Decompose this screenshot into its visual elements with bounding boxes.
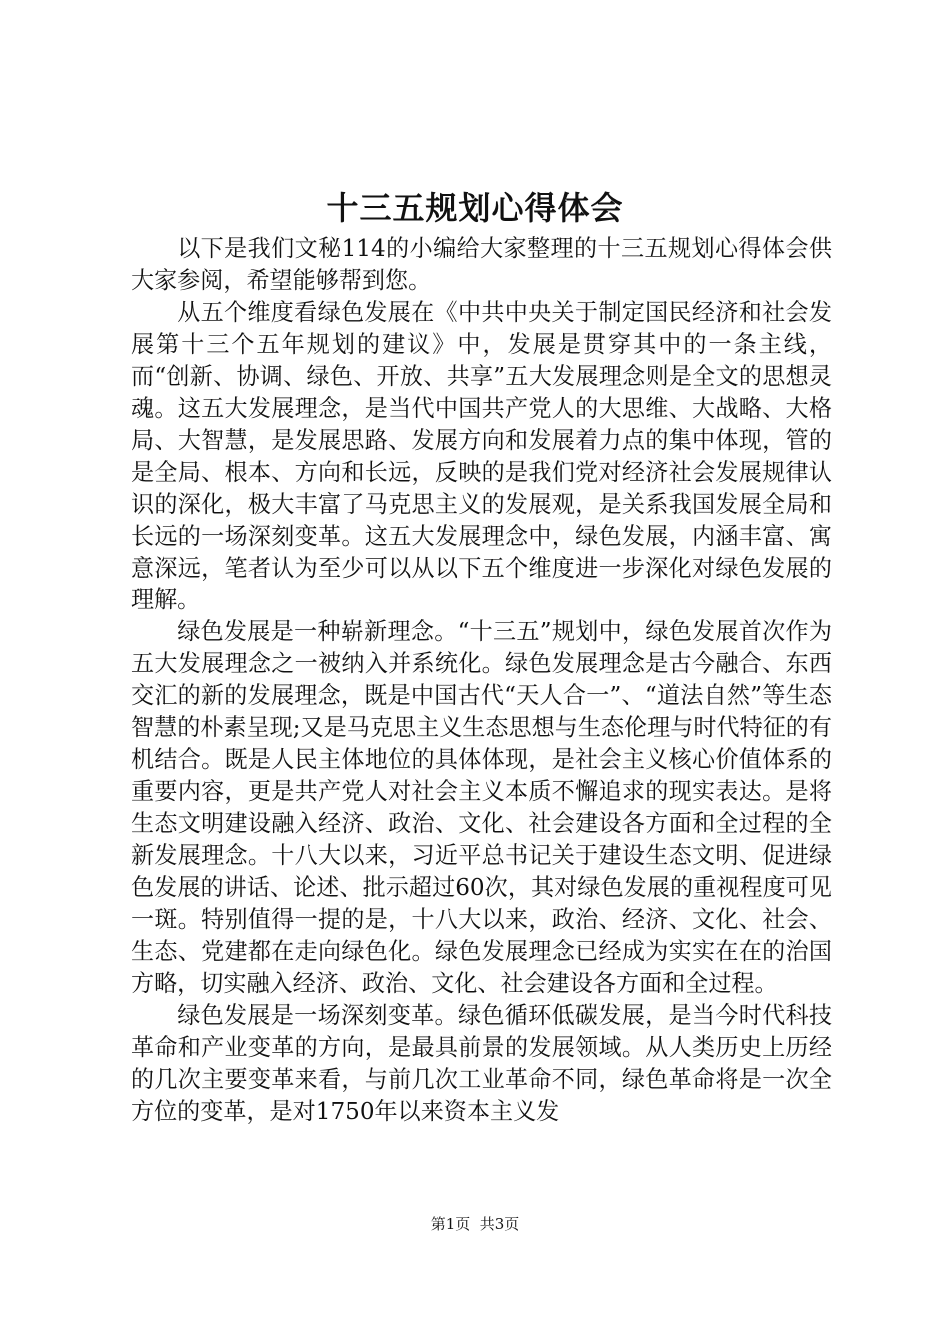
paragraph-intro: 以下是我们文秘114的小编给大家整理的十三五规划心得体会供大家参阅，希望能够帮到您。 [131, 236, 832, 294]
document-body [131, 234, 832, 1129]
paragraph-five-dimensions: 从五个维度看绿色发展在《中共中央关于制定国民经济和社会发展第十三个五年规划的建议》中，发展是贯穿其中的一条主线，而“创新、协调、绿色、开放、共享”五大发展理念则是全文的思想灵魂。这五大发展理念，是当代中国共产党人的大思维、大战略、大格局、大智慧，是发展思路、发展方向和发展着力点的集中体现，管的是全局、根本、方向和长远，反映的是我们党对经济社会发展规律认识的深化，极大丰富了马克思主义的发展观，是关系我国发展全局和长远的一场深刻变革。这五大发展理念中，绿色发展，内涵丰富、寓意深远，笔者认为至少可以从以下五个维度进一步深化对绿色发展的理解。 [131, 299, 832, 614]
paragraph-deep-reform: 绿色发展是一场深刻变革。绿色循环低碳发展，是当今时代科技革命和产业变革的方向，是最具前景的发展领域。从人类历史上历经的几次主要变革来看，与前几次工业革命不同，绿色革命将是一次全方位的变革，是对1750年以来资本主义发 [131, 1002, 832, 1125]
paragraph-new-concept: 绿色发展是一种崭新理念。“十三五”规划中，绿色发展首次作为五大发展理念之一被纳入并系统化。绿色发展理念是古今融合、东西交汇的新的发展理念，既是中国古代“天人合一”、“道法自然”等生态智慧的朴素呈现;又是马克思主义生态思想与生态伦理与时代特征的有机结合。既是人民主体地位的具体体现，是社会主义核心价值体系的重要内容，更是共产党人对社会主义本质不懈追求的现实表达。是将生态文明建设融入经济、政治、文化、社会建设各方面和全过程的全新发展理念。十八大以来，习近平总书记关于建设生态文明、促进绿色发展的讲话、论述、批示超过60次，其对绿色发展的重视程度可见一斑。特别值得一提的是，十八大以来，政治、经济、文化、社会、生态、党建都在走向绿色化。绿色发展理念已经成为实实在在的治国方略，切实融入经济、政治、文化、社会建设各方面和全过程。 [131, 619, 832, 997]
page-number-label: 第1页 共3页 [430, 1215, 520, 1233]
page-footer [0, 1214, 950, 1234]
document-title: 十三五规划心得体会 [326, 189, 624, 227]
